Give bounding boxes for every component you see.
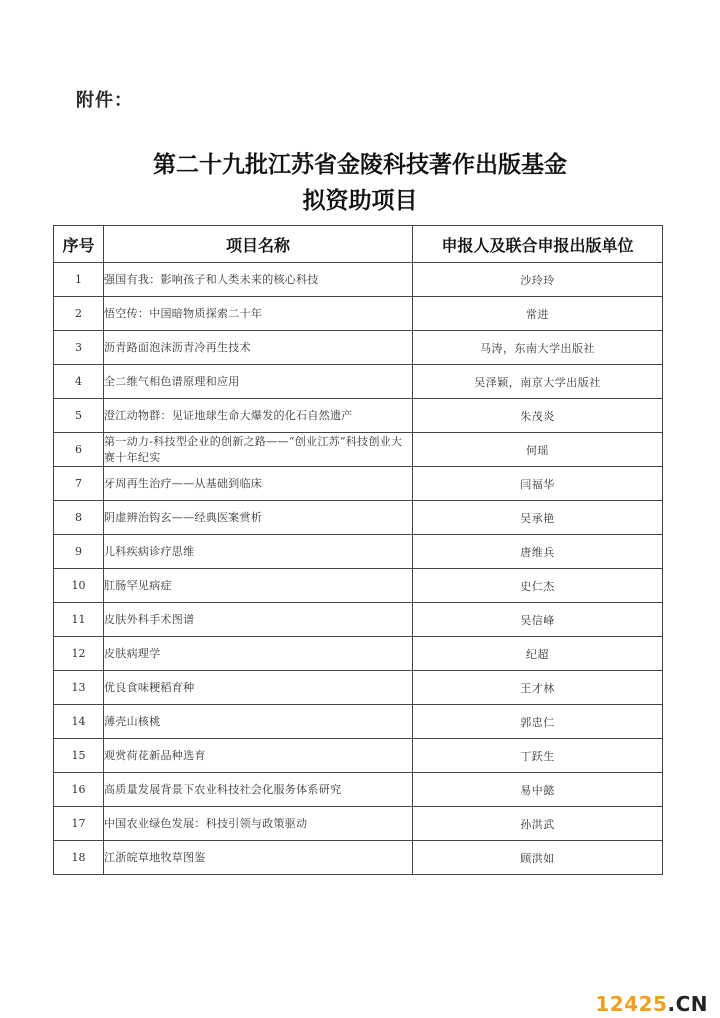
cell-project-name: 牙周再生治疗——从基础到临床 [104, 467, 413, 501]
cell-number: 2 [54, 297, 104, 331]
cell-applicant: 王才林 [413, 671, 663, 705]
cell-applicant: 沙玲玲 [413, 263, 663, 297]
column-header-applicant: 申报人及联合申报出版单位 [413, 226, 663, 263]
table-row [54, 501, 663, 535]
document-title: 第二十九批江苏省金陵科技著作出版基金 [153, 151, 567, 178]
cell-number: 10 [54, 569, 104, 603]
cell-project-name: 观赏荷花新品种选育 [104, 739, 413, 773]
cell-project-name: 肛肠罕见病症 [104, 569, 413, 603]
table-header-row [54, 226, 663, 263]
table-row [54, 671, 663, 705]
table-row [54, 297, 663, 331]
cell-applicant: 吴泽颖，南京大学出版社 [413, 365, 663, 399]
cell-project-name: 中国农业绿色发展：科技引领与政策驱动 [104, 807, 413, 841]
cell-applicant: 朱茂炎 [413, 399, 663, 433]
site-watermark [595, 992, 708, 1016]
cell-applicant: 吴信峰 [413, 603, 663, 637]
watermark-number: 12425 [595, 992, 668, 1016]
cell-project-name: 沥青路面泡沫沥青冷再生技术 [104, 331, 413, 365]
cell-number: 8 [54, 501, 104, 535]
cell-project-name: 全二维气相色谱原理和应用 [104, 365, 413, 399]
cell-number: 1 [54, 263, 104, 297]
cell-number: 3 [54, 331, 104, 365]
cell-project-name: 第一动力-科技型企业的创新之路——“创业江苏”科技创业大赛十年纪实 [104, 433, 413, 467]
cell-project-name: 皮肤病理学 [104, 637, 413, 671]
table-row [54, 705, 663, 739]
table-row [54, 467, 663, 501]
cell-applicant: 丁跃生 [413, 739, 663, 773]
table-row [54, 535, 663, 569]
cell-applicant: 闫福华 [413, 467, 663, 501]
cell-number: 13 [54, 671, 104, 705]
table-row [54, 263, 663, 297]
watermark-suffix: .CN [667, 992, 708, 1016]
cell-applicant: 何瑶 [413, 433, 663, 467]
column-header-project-name: 项目名称 [104, 226, 413, 263]
cell-number: 5 [54, 399, 104, 433]
cell-number: 9 [54, 535, 104, 569]
table-row [54, 331, 663, 365]
table-row [54, 841, 663, 875]
table-row [54, 603, 663, 637]
cell-applicant: 孙洪武 [413, 807, 663, 841]
cell-project-name: 阴虚辨治钩玄——经典医案赏析 [104, 501, 413, 535]
table-body [54, 263, 663, 875]
cell-project-name: 悟空传：中国暗物质探索二十年 [104, 297, 413, 331]
cell-number: 18 [54, 841, 104, 875]
cell-number: 16 [54, 773, 104, 807]
attachment-label: 附件： [76, 90, 133, 111]
cell-project-name: 儿科疾病诊疗思维 [104, 535, 413, 569]
cell-applicant: 马涛，东南大学出版社 [413, 331, 663, 365]
column-header-number: 序号 [54, 226, 104, 263]
document-subtitle: 拟资助项目 [302, 187, 418, 214]
cell-project-name: 强国有我：影响孩子和人类未来的核心科技 [104, 263, 413, 297]
cell-project-name: 皮肤外科手术图谱 [104, 603, 413, 637]
cell-number: 15 [54, 739, 104, 773]
cell-applicant: 唐维兵 [413, 535, 663, 569]
cell-project-name: 澄江动物群：见证地球生命大爆发的化石自然遗产 [104, 399, 413, 433]
table-row [54, 365, 663, 399]
cell-applicant: 顾洪如 [413, 841, 663, 875]
cell-project-name: 高质量发展背景下农业科技社会化服务体系研究 [104, 773, 413, 807]
cell-applicant: 吴承艳 [413, 501, 663, 535]
cell-project-name: 江浙皖草地牧草图鉴 [104, 841, 413, 875]
cell-number: 17 [54, 807, 104, 841]
cell-number: 4 [54, 365, 104, 399]
cell-number: 14 [54, 705, 104, 739]
table-row [54, 399, 663, 433]
cell-applicant: 易中懿 [413, 773, 663, 807]
table-row [54, 773, 663, 807]
cell-applicant: 史仁杰 [413, 569, 663, 603]
cell-applicant: 纪超 [413, 637, 663, 671]
cell-number: 11 [54, 603, 104, 637]
table-row [54, 569, 663, 603]
table-row [54, 433, 663, 467]
cell-applicant: 郭忠仁 [413, 705, 663, 739]
cell-number: 12 [54, 637, 104, 671]
cell-number: 6 [54, 433, 104, 467]
table-row [54, 739, 663, 773]
project-table [53, 225, 663, 875]
cell-project-name: 薄壳山核桃 [104, 705, 413, 739]
cell-number: 7 [54, 467, 104, 501]
table-row [54, 637, 663, 671]
cell-applicant: 常进 [413, 297, 663, 331]
cell-project-name: 优良食味粳稻育种 [104, 671, 413, 705]
table-row [54, 807, 663, 841]
